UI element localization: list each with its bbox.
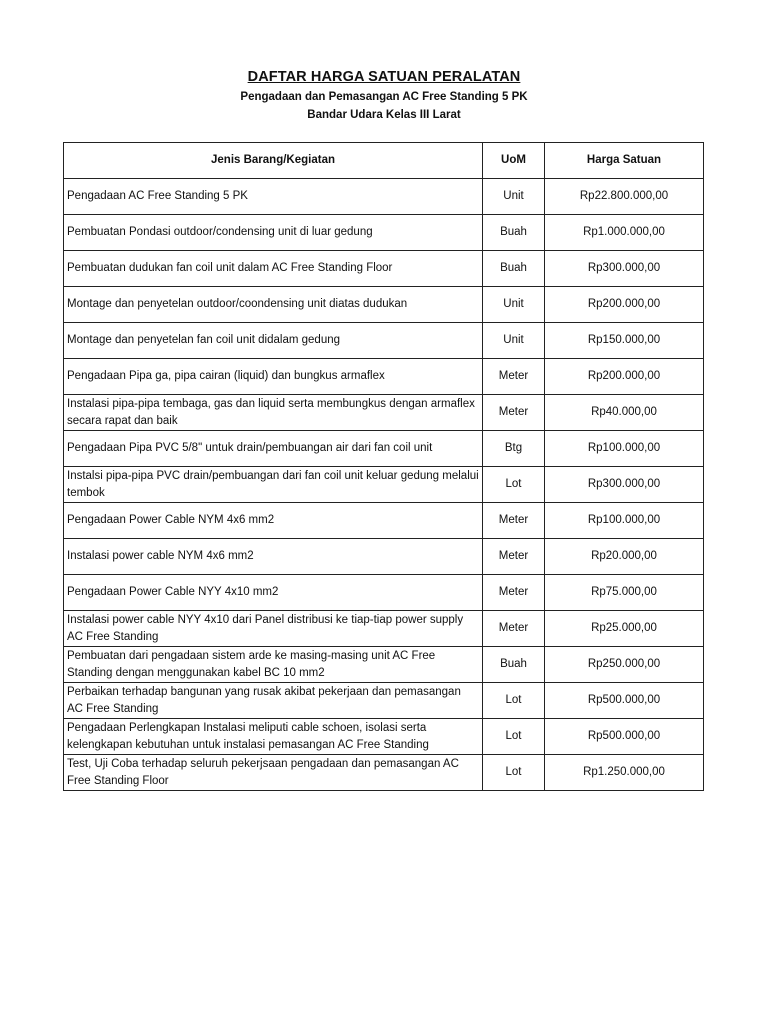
- uom-cell: Meter: [483, 359, 545, 395]
- price-cell: Rp40.000,00: [545, 395, 704, 431]
- table-row: [64, 179, 704, 215]
- table-row: [64, 503, 704, 539]
- uom-cell: Lot: [483, 719, 545, 755]
- document-location: Bandar Udara Kelas III Larat: [307, 109, 461, 121]
- column-header-price: Harga Satuan: [545, 143, 704, 179]
- table-row: [64, 683, 704, 719]
- uom-cell: Meter: [483, 611, 545, 647]
- item-cell: Pengadaan Pipa ga, pipa cairan (liquid) dan bungkus armaflex: [64, 359, 483, 395]
- price-cell: Rp500.000,00: [545, 683, 704, 719]
- price-cell: Rp300.000,00: [545, 467, 704, 503]
- price-table: [63, 142, 704, 791]
- item-cell: Pengadaan Pipa PVC 5/8" untuk drain/pembuangan air dari fan coil unit: [64, 431, 483, 467]
- table-row: [64, 395, 704, 431]
- item-cell: Instalsi pipa-pipa PVC drain/pembuangan dari fan coil unit keluar gedung melalui tembok: [64, 467, 483, 503]
- item-cell: Montage dan penyetelan fan coil unit didalam gedung: [64, 323, 483, 359]
- price-cell: Rp100.000,00: [545, 503, 704, 539]
- table-row: [64, 359, 704, 395]
- price-cell: Rp1.000.000,00: [545, 215, 704, 251]
- table-row: [64, 251, 704, 287]
- item-cell: Instalasi pipa-pipa tembaga, gas dan liquid serta membungkus dengan armaflex secara rapat dan baik: [64, 395, 483, 431]
- price-cell: Rp75.000,00: [545, 575, 704, 611]
- uom-cell: Unit: [483, 323, 545, 359]
- document-title: DAFTAR HARGA SATUAN PERALATAN: [247, 69, 521, 85]
- table-row: [64, 755, 704, 791]
- price-cell: Rp200.000,00: [545, 287, 704, 323]
- uom-cell: Buah: [483, 647, 545, 683]
- price-cell: Rp150.000,00: [545, 323, 704, 359]
- price-cell: Rp20.000,00: [545, 539, 704, 575]
- table-row: [64, 215, 704, 251]
- price-cell: Rp500.000,00: [545, 719, 704, 755]
- table-body: [64, 179, 704, 791]
- item-cell: Pembuatan dari pengadaan sistem arde ke masing-masing unit AC Free Standing dengan menggunakan kabel BC 10 mm2: [64, 647, 483, 683]
- uom-cell: Meter: [483, 503, 545, 539]
- item-cell: Pengadaan Perlengkapan Instalasi meliputi cable schoen, isolasi serta kelengkapan kebutuhan untuk instalasi pemasangan AC Free Standing: [64, 719, 483, 755]
- uom-cell: Meter: [483, 539, 545, 575]
- uom-cell: Unit: [483, 287, 545, 323]
- table-header-row: [64, 143, 704, 179]
- item-cell: Pengadaan Power Cable NYY 4x10 mm2: [64, 575, 483, 611]
- item-cell: Pengadaan Power Cable NYM 4x6 mm2: [64, 503, 483, 539]
- table-row: [64, 575, 704, 611]
- item-cell: Pembuatan dudukan fan coil unit dalam AC Free Standing Floor: [64, 251, 483, 287]
- column-header-uom: UoM: [483, 143, 545, 179]
- uom-cell: Lot: [483, 467, 545, 503]
- price-cell: Rp200.000,00: [545, 359, 704, 395]
- item-cell: Perbaikan terhadap bangunan yang rusak akibat pekerjaan dan pemasangan AC Free Standing: [64, 683, 483, 719]
- item-cell: Test, Uji Coba terhadap seluruh pekerjsaan pengadaan dan pemasangan AC Free Standing Floor: [64, 755, 483, 791]
- table-row: [64, 647, 704, 683]
- table-row: [64, 323, 704, 359]
- price-cell: Rp300.000,00: [545, 251, 704, 287]
- table-row: [64, 287, 704, 323]
- item-cell: Montage dan penyetelan outdoor/coondensing unit diatas dudukan: [64, 287, 483, 323]
- price-cell: Rp250.000,00: [545, 647, 704, 683]
- uom-cell: Lot: [483, 683, 545, 719]
- uom-cell: Buah: [483, 251, 545, 287]
- column-header-item: Jenis Barang/Kegiatan: [64, 143, 483, 179]
- table-row: [64, 719, 704, 755]
- price-cell: Rp22.800.000,00: [545, 179, 704, 215]
- uom-cell: Meter: [483, 395, 545, 431]
- item-cell: Pengadaan AC Free Standing 5 PK: [64, 179, 483, 215]
- document-subtitle: Pengadaan dan Pemasangan AC Free Standing 5 PK: [240, 91, 528, 103]
- item-cell: Instalasi power cable NYY 4x10 dari Panel distribusi ke tiap-tiap power supply AC Free Standing: [64, 611, 483, 647]
- table-row: [64, 467, 704, 503]
- price-cell: Rp1.250.000,00: [545, 755, 704, 791]
- uom-cell: Btg: [483, 431, 545, 467]
- price-cell: Rp100.000,00: [545, 431, 704, 467]
- item-cell: Pembuatan Pondasi outdoor/condensing unit di luar gedung: [64, 215, 483, 251]
- uom-cell: Buah: [483, 215, 545, 251]
- uom-cell: Lot: [483, 755, 545, 791]
- uom-cell: Unit: [483, 179, 545, 215]
- table-row: [64, 611, 704, 647]
- uom-cell: Meter: [483, 575, 545, 611]
- item-cell: Instalasi power cable NYM 4x6 mm2: [64, 539, 483, 575]
- table-row: [64, 431, 704, 467]
- price-cell: Rp25.000,00: [545, 611, 704, 647]
- table-row: [64, 539, 704, 575]
